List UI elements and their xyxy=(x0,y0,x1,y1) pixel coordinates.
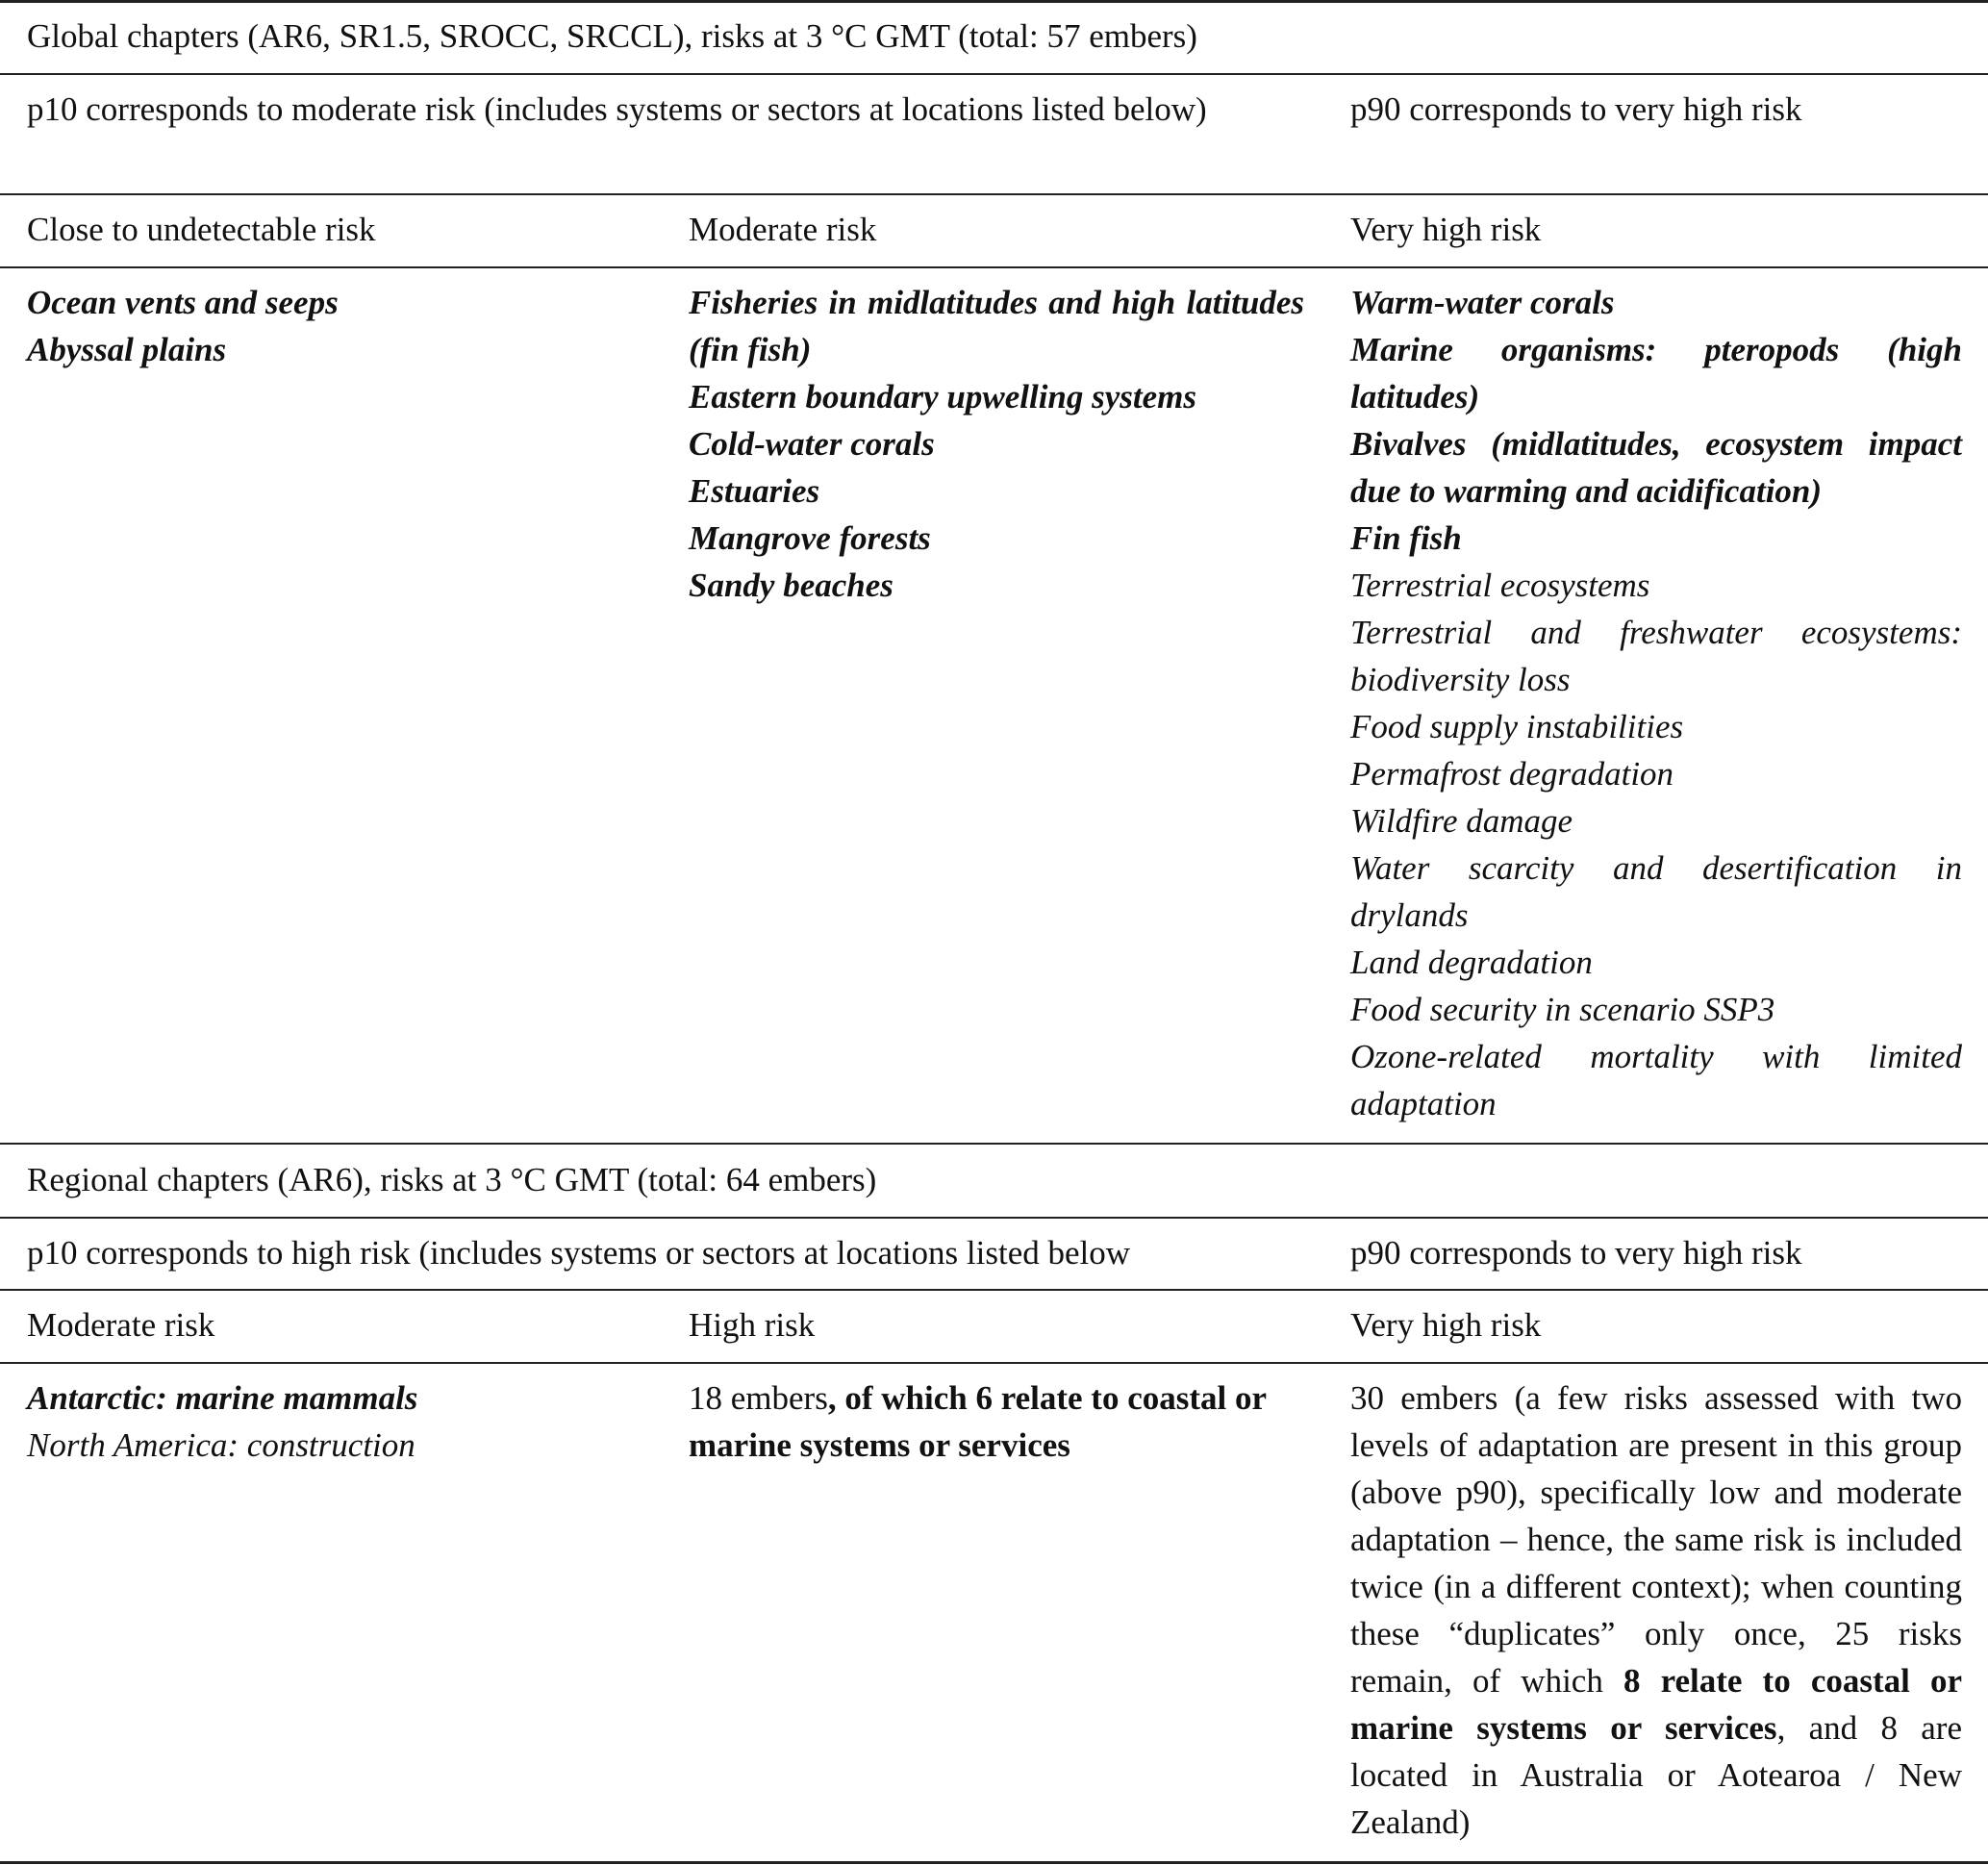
list-item: Wildfire damage xyxy=(1350,802,1573,840)
global-p90-label: p90 corresponds to very high risk xyxy=(1350,90,1802,128)
row-rule xyxy=(0,266,1988,268)
section-rule xyxy=(0,1143,1988,1145)
list-item: Eastern boundary upwelling systems xyxy=(689,378,1197,416)
row-rule xyxy=(0,73,1988,75)
list-item: Fisheries in midlatitudes and high latitudes (fin fish) xyxy=(689,284,1304,368)
list-item: Permafrost degradation xyxy=(1350,755,1674,793)
list-item: Bivalves (midlatitudes, ecosystem impact due to warming and acidification) xyxy=(1350,425,1962,510)
global-section-title: Global chapters (AR6, SR1.5, SROCC, SRCCL), risks at 3 °C GMT (total: 57 embers) xyxy=(27,17,1197,55)
very-high-risk-description: 30 embers (a few risks assessed with two levels of adaptation are present in this group (above p90), specifically low and moderate adaptation – hence, the same risk is included twice (in a different context); when counting these “duplicates” only once, 25 risks remain, of which xyxy=(1350,1379,1962,1700)
regional-header-col1: Moderate risk xyxy=(27,1306,215,1344)
list-item: Food security in scenario SSP3 xyxy=(1350,991,1775,1028)
location-note: , and 8 are located in Australia or Aotearoa / New Zealand) xyxy=(1350,1709,1962,1841)
coastal-marine-note: 8 relate to coastal or marine systems or services xyxy=(1350,1662,1962,1747)
list-item: North America: construction xyxy=(27,1426,415,1464)
regional-col2-text xyxy=(689,1374,1304,1469)
list-item: Sandy beaches xyxy=(689,567,893,604)
global-p10-label: p10 corresponds to moderate risk (includes systems or sectors at locations listed below) xyxy=(27,90,1207,128)
row-rule xyxy=(0,1289,1988,1291)
regional-col3-text xyxy=(1350,1374,1962,1846)
regional-col1-list xyxy=(27,1374,662,1469)
embers-count: 18 embers xyxy=(689,1379,828,1417)
global-header-col1: Close to undetectable risk xyxy=(27,211,376,248)
list-item: Abyssal plains xyxy=(27,331,227,368)
regional-header-col3: Very high risk xyxy=(1350,1306,1542,1344)
row-rule xyxy=(0,1362,1988,1364)
global-header-col3: Very high risk xyxy=(1350,211,1542,248)
global-col2-list xyxy=(689,279,1304,609)
row-rule xyxy=(0,193,1988,195)
table-bottom-rule xyxy=(0,1861,1988,1864)
list-item: Mangrove forests xyxy=(689,519,931,557)
list-item: Ozone-related mortality with limited adaptation xyxy=(1350,1038,1962,1122)
regional-header-col2: High risk xyxy=(689,1306,816,1344)
list-item: Antarctic: marine mammals xyxy=(27,1379,418,1417)
table-top-rule xyxy=(0,0,1988,3)
list-item: Food supply instabilities xyxy=(1350,708,1684,745)
regional-p90-label: p90 corresponds to very high risk xyxy=(1350,1234,1802,1272)
regional-p10-label: p10 corresponds to high risk (includes systems or sectors at locations listed below xyxy=(27,1234,1131,1272)
list-item: Ocean vents and seeps xyxy=(27,284,339,321)
list-item: Water scarcity and desertification in drylands xyxy=(1350,849,1962,934)
list-item: Land degradation xyxy=(1350,944,1593,981)
list-item: Marine organisms: pteropods (high latitudes) xyxy=(1350,331,1962,416)
global-col3-list xyxy=(1350,279,1962,1127)
list-item: Cold-water corals xyxy=(689,425,935,463)
global-col1-list xyxy=(27,279,662,373)
list-item: Terrestrial ecosystems xyxy=(1350,567,1650,604)
list-item: Terrestrial and freshwater ecosystems: biodiversity loss xyxy=(1350,614,1962,698)
regional-section-title: Regional chapters (AR6), risks at 3 °C GMT (total: 64 embers) xyxy=(27,1161,877,1198)
list-item: Warm-water corals xyxy=(1350,284,1615,321)
global-header-col2: Moderate risk xyxy=(689,211,877,248)
list-item: Estuaries xyxy=(689,472,820,510)
row-rule xyxy=(0,1217,1988,1219)
list-item: Fin fish xyxy=(1350,519,1462,557)
coastal-marine-note: , of which 6 relate to coastal or marine systems or services xyxy=(689,1379,1267,1464)
